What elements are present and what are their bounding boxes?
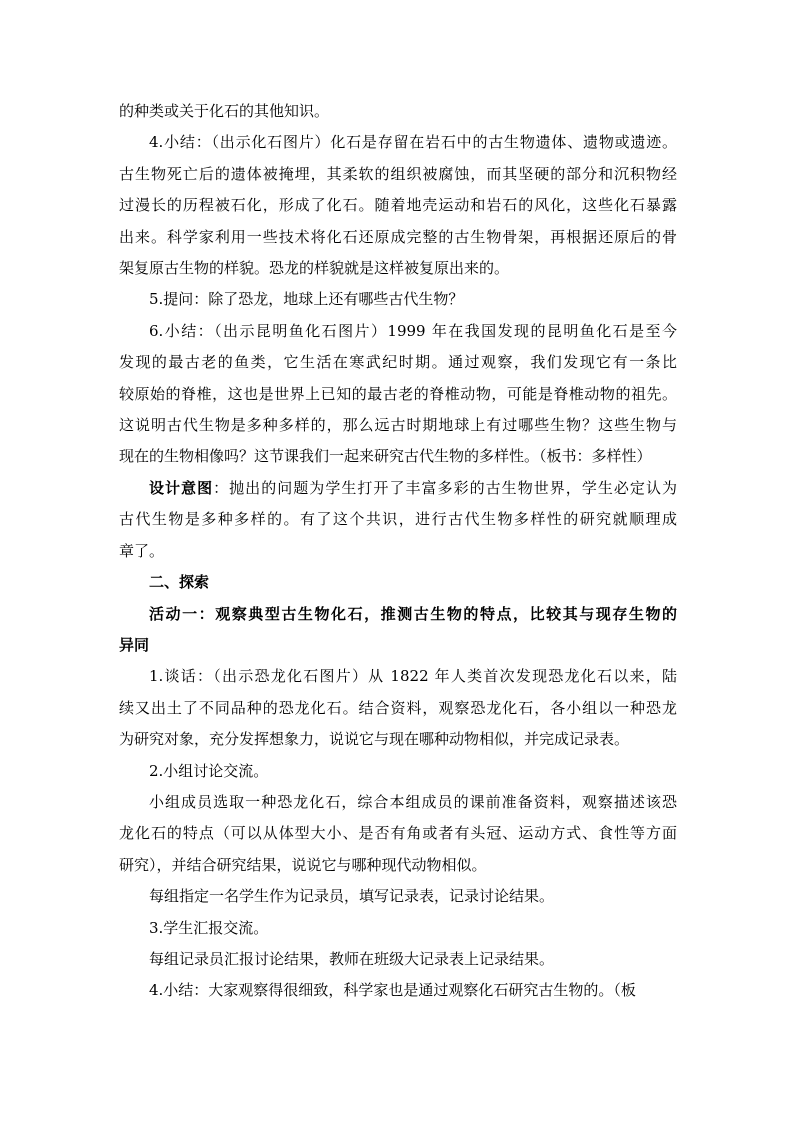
design-intent-text: ：抛出的问题为学生打开了丰富多彩的古生物世界，学生必定认为 (213, 478, 677, 497)
paragraph-report-3 (119, 913, 677, 944)
text-line: 较原始的脊椎，这也是世界上已知的最古老的脊椎动物，可能是脊椎动物的祖先。 (119, 384, 677, 403)
paragraph-recorder-report (119, 944, 677, 975)
paragraph-group-discussion-2 (119, 756, 677, 787)
text-line: 活动一：观察典型古生物化石，推测古生物的特点，比较其与现存生物的 (149, 604, 677, 623)
paragraph-summary-4b (119, 975, 677, 1006)
text-line: 章了。 (119, 541, 165, 560)
activity-heading-1 (119, 599, 677, 662)
text-line: 研究），并结合研究结果，说说它与哪种现代动物相似。 (119, 855, 487, 874)
paragraph-summary-4 (119, 127, 677, 284)
text-line: 小组成员选取一种恐龙化石，综合本组成员的课前准备资料，观察描述该恐 (149, 792, 677, 811)
text-line: 这说明古代生物是多种多样的，那么远古时期地球上有过哪些生物？这些生物与 (119, 416, 677, 435)
section-heading-explore (119, 567, 677, 598)
text-line: 6.小结：（出示昆明鱼化石图片）1999 年在我国发现的昆明鱼化石是至今 (149, 321, 677, 340)
text-line: 为研究对象，充分发挥想象力，说说它与现在哪种动物相似，并完成记录表。 (119, 730, 630, 749)
text-line: 1.谈话：（出示恐龙化石图片）从 1822 年人类首次发现恐龙化石以来，陆 (149, 667, 677, 686)
text-line: 龙化石的特点（可以从体型大小、是否有角或者有头冠、运动方式、食性等方面 (119, 824, 677, 843)
paragraph-design-intent (119, 473, 677, 567)
paragraph-recorder (119, 881, 677, 912)
text-line: 过漫长的历程被石化，形成了化石。随着地壳运动和岩石的风化，这些化石暴露 (119, 196, 677, 215)
text-line: 的种类或关于化石的其他知识。 (119, 102, 330, 120)
document-body (119, 96, 677, 1007)
text-line: 4.小结：（出示化石图片）化石是存留在岩石中的古生物遗体、遗物或遗迹。 (149, 133, 677, 152)
text-line: 二、探索 (149, 573, 210, 592)
text-line: 3.学生汇报交流。 (149, 918, 269, 937)
text-line: 4.小结：大家观察得很细致，科学家也是通过观察化石研究古生物的。（板 (149, 981, 636, 1000)
text-line: 异同 (119, 635, 150, 654)
paragraph-continuation (119, 96, 677, 127)
design-intent-label: 设计意图 (149, 478, 214, 497)
paragraph-talk-1 (119, 661, 677, 755)
text-line: 每组指定一名学生作为记录员，填写记录表，记录讨论结果。 (149, 887, 555, 906)
text-line: 5.提问：除了恐龙，地球上还有哪些古代生物？ (149, 290, 464, 309)
paragraph-summary-6 (119, 316, 677, 473)
paragraph-question-5 (119, 284, 677, 315)
text-line: 每组记录员汇报讨论结果，教师在班级大记录表上记录结果。 (149, 949, 555, 968)
text-line: 发现的最古老的鱼类，它生活在寒武纪时期。通过观察，我们发现它有一条比 (119, 353, 677, 372)
text-line: 古代生物是多种多样的。有了这个共识，进行古代生物多样性的研究就顺理成 (119, 510, 677, 529)
text-line: 现在的生物相像吗？这节课我们一起来研究古代生物的多样性。（板书：多样性） (119, 447, 652, 466)
paragraph-group-members (119, 787, 677, 881)
text-line: 续又出土了不同品种的恐龙化石。结合资料，观察恐龙化石，各小组以一种恐龙 (119, 698, 677, 717)
text-line: 古生物死亡后的遗体被掩埋，其柔软的组织被腐蚀，而其坚硬的部分和沉积物经 (119, 164, 677, 183)
text-line: 2.小组讨论交流。 (149, 761, 269, 780)
text-line: 架复原古生物的样貌。恐龙的样貌就是这样被复原出来的。 (119, 259, 510, 278)
text-line (119, 473, 677, 504)
text-line: 出来。科学家利用一些技术将化石还原成完整的古生物骨架，再根据还原后的骨 (119, 227, 677, 246)
